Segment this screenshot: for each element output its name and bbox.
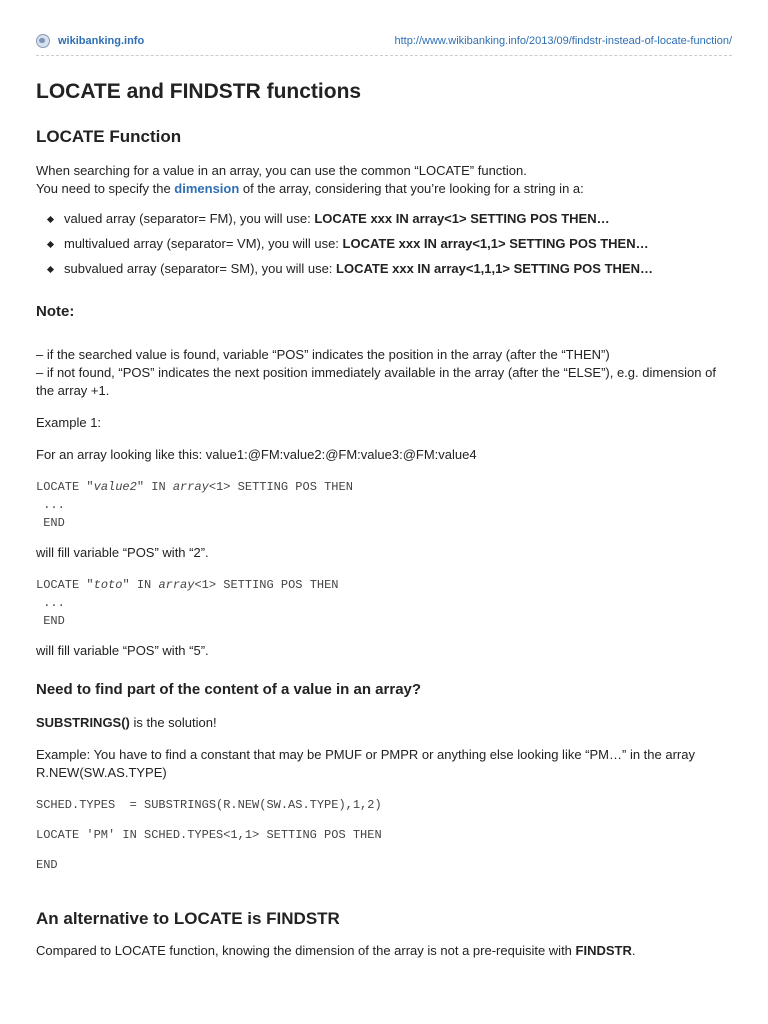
code-block-3-line-1: SCHED.TYPES = SUBSTRINGS(R.NEW(SW.AS.TYPE),1,2) [36, 798, 382, 812]
intro-paragraph [36, 162, 732, 198]
header-divider [36, 55, 732, 56]
list-item [36, 235, 732, 253]
section-title-substrings: Need to find part of the content of a value in an array? [36, 681, 422, 698]
code-quote: " [86, 578, 94, 592]
substrings-rest: is the solution! [129, 715, 217, 730]
section-title-locate: LOCATE Function [36, 127, 182, 146]
findstr-bold: FINDSTR [575, 943, 632, 958]
code-array: array [172, 480, 209, 494]
code-rest: <1> SETTING POS THEN [208, 480, 353, 494]
note-line-2: – if not found, “POS” indicates the next position immediately available in the array (after the “ELSE”), e.g. dimension of the array +1. [36, 365, 716, 398]
code-dots: ... [36, 498, 65, 512]
code-end: END [36, 614, 65, 628]
result-1: will fill variable “POS” with “2”. [36, 545, 209, 560]
list-item [36, 210, 732, 228]
list-item-code: LOCATE xxx IN array<1,1> SETTING POS THEN… [342, 236, 649, 251]
code-dots: ... [36, 596, 65, 610]
globe-icon [36, 34, 50, 48]
code-keyword: IN [129, 578, 159, 592]
note-paragraph [36, 346, 732, 400]
code-string: toto [93, 578, 123, 592]
page-header [36, 33, 732, 49]
example2-paragraph: Example: You have to find a constant that may be PMUF or PMPR or anything else looking like “PM…” in the array R.NEW(SW.AS.TYPE) [36, 747, 695, 780]
substrings-paragraph [36, 714, 732, 732]
final-paragraph [36, 942, 732, 960]
example1-label: Example 1: [36, 415, 102, 430]
article-body [36, 78, 732, 976]
example1-array: For an array looking like this: value1:@FM:value2:@FM:value3:@FM:value4 [36, 447, 477, 462]
list-item-text: multivalued array (separator= VM), you will use: [64, 236, 343, 251]
code-block-3-line-2: LOCATE 'PM' IN SCHED.TYPES<1,1> SETTING POS THEN [36, 828, 382, 842]
section-title-findstr: An alternative to LOCATE is FINDSTR [36, 909, 340, 928]
list-item-code: LOCATE xxx IN array<1,1,1> SETTING POS THEN… [336, 261, 653, 276]
note-heading: Note: [36, 303, 75, 320]
list-item-code: LOCATE xxx IN array<1> SETTING POS THEN… [314, 211, 610, 226]
list-item-text: valued array (separator= FM), you will use: [64, 211, 315, 226]
page-url-link[interactable]: http://www.wikibanking.info/2013/09/findstr-instead-of-locate-function/ [394, 35, 732, 47]
result-2: will fill variable “POS” with “5”. [36, 643, 209, 658]
array-type-list [36, 210, 732, 278]
substrings-bold: SUBSTRINGS() [36, 715, 130, 730]
site-link[interactable] [36, 33, 144, 49]
note-line-1: – if the searched value is found, variable “POS” indicates the position in the array (after the “THEN”) [36, 347, 610, 362]
code-quote: " [122, 578, 130, 592]
page-title: LOCATE and FINDSTR functions [36, 80, 362, 103]
intro-line-2-start: You need to specify the [36, 181, 175, 196]
final-text: Compared to LOCATE function, knowing the dimension of the array is not a pre-requisite with [36, 943, 576, 958]
code-quote: " [86, 480, 94, 494]
code-quote: " [136, 480, 145, 494]
code-block-3-line-3: END [36, 858, 58, 872]
intro-line-2-end: of the array, considering that you’re looking for a string in a: [239, 181, 584, 196]
final-period: . [631, 943, 636, 958]
code-rest: <1> SETTING POS THEN [194, 578, 339, 592]
code-block-1 [36, 478, 732, 532]
code-string: value2 [93, 480, 137, 494]
code-keyword: IN [144, 480, 173, 494]
dimension-link[interactable]: dimension [174, 181, 240, 196]
list-item [36, 260, 732, 278]
code-block-2 [36, 576, 732, 630]
list-item-text: subvalued array (separator= SM), you will use: [64, 261, 337, 276]
site-name[interactable]: wikibanking.info [58, 35, 145, 47]
code-end: END [36, 516, 65, 530]
code-keyword: LOCATE [36, 578, 87, 592]
code-array: array [158, 578, 195, 592]
code-keyword: LOCATE [36, 480, 87, 494]
intro-line-1: When searching for a value in an array, you can use the common “LOCATE” function. [36, 163, 527, 178]
